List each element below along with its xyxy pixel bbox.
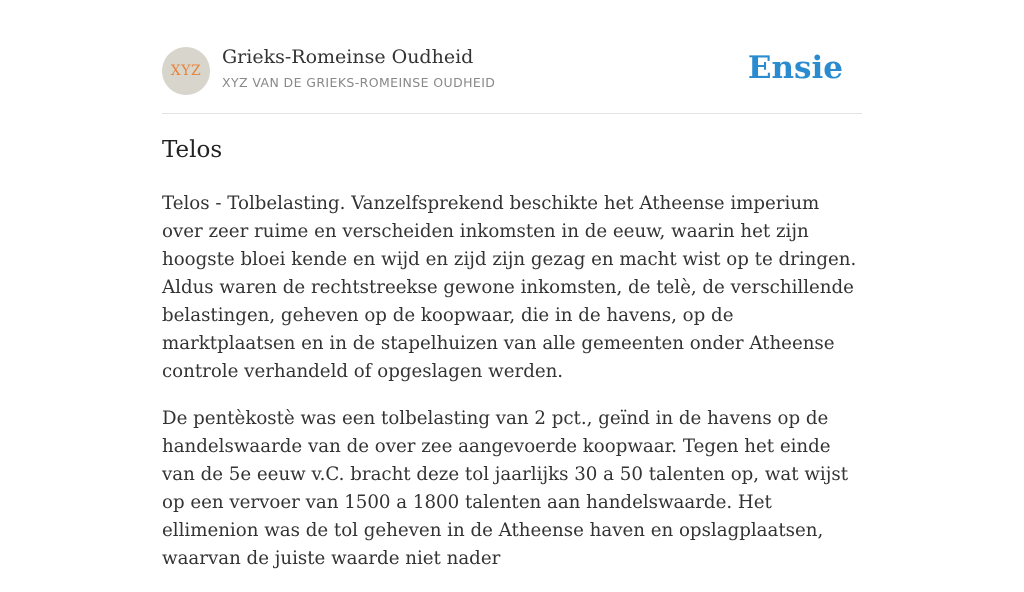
- article-title: Telos: [162, 137, 223, 163]
- source-title[interactable]: Grieks-Romeinse Oudheid: [222, 46, 474, 68]
- article-paragraph: Telos - Tolbelasting. Vanzelfsprekend beschikte het Atheense imperium over zeer ruime en verscheiden inkomsten in de eeuw, waarin het zijn hoogste bloei kende en wijd en zijd zijn gezag en macht wist op te dringen. Aldus waren de rechtstreekse gewone inkomsten, de telè, de verschillende belastingen, geheven op de koopwaar, die in de havens, op de marktplaatsen en in de stapelhuizen van alle gemeenten onder Atheense controle verhandeld of opgeslagen werden.: [162, 193, 857, 382]
- avatar-label: XYZ: [170, 63, 202, 79]
- header: [162, 0, 862, 114]
- page-container: [162, 0, 862, 569]
- article-body: [162, 190, 864, 592]
- source-subtitle: XYZ VAN DE GRIEKS-ROMEINSE OUDHEID: [222, 75, 496, 90]
- brand-logo-link[interactable]: Ensie: [747, 50, 843, 86]
- article-paragraph: De pentèkostè was een tolbelasting van 2 pct., geïnd in de havens op de handelswaarde van de over zee aangevoerde koopwaar. Tegen het einde van de 5e eeuw v.C. bracht deze tol jaarlijks 30 a 50 talenten op, wat wijst op een vervoer van 1500 a 1800 talenten aan handelswaarde. Het ellimenion was de tol geheven in de Atheense haven en opslagplaatsen, waarvan de juiste waarde niet nader: [162, 408, 849, 569]
- source-avatar[interactable]: [162, 47, 210, 95]
